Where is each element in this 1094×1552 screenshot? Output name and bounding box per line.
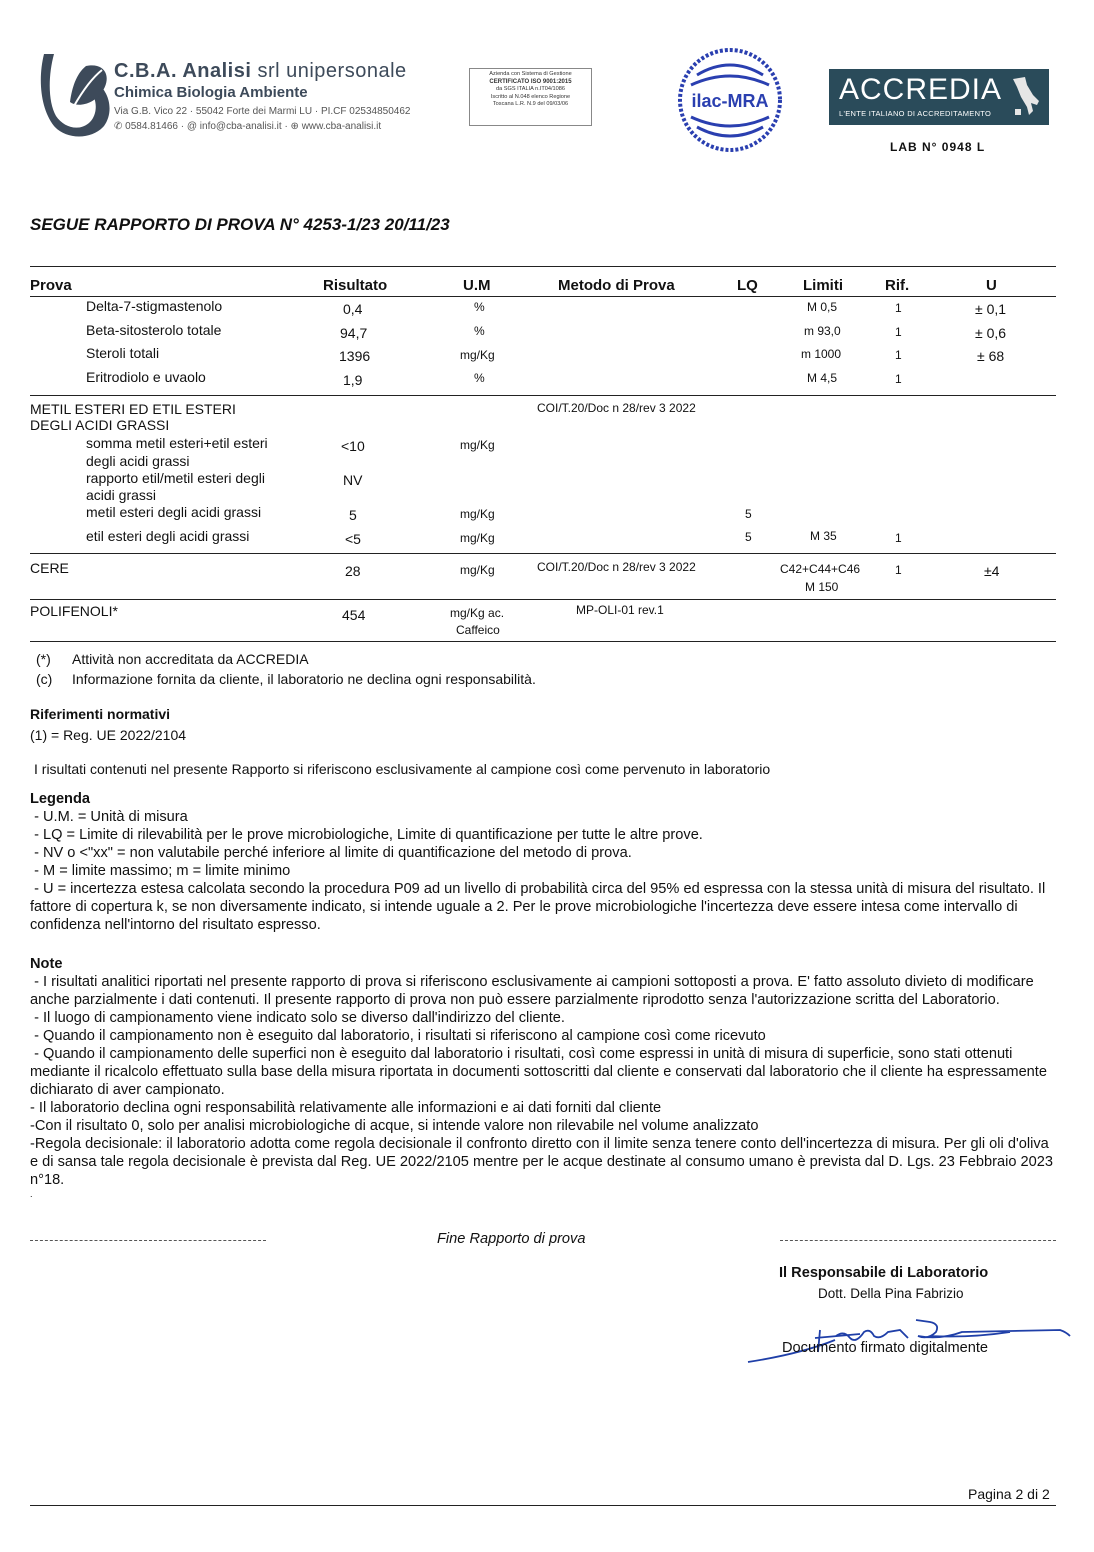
responsabile-name: Dott. Della Pina Fabrizio xyxy=(818,1286,964,1301)
table-divider xyxy=(30,599,1056,600)
col-header-prova: Prova xyxy=(30,277,72,294)
table-divider xyxy=(30,395,1056,396)
company-contact: ✆ 0584.81466 · @ info@cba-analisi.it · ⊕ www.cba-analisi.it xyxy=(114,121,382,132)
report-title: SEGUE RAPPORTO DI PROVA N° 4253-1/23 20/11/23 xyxy=(30,215,450,234)
group-title-metil-2: DEGLI ACIDI GRASSI xyxy=(30,417,170,433)
accredia-logo: ACCREDIA L'ENTE ITALIANO DI ACCREDITAMENTO xyxy=(829,69,1049,125)
riferimenti-title: Riferimenti normativi xyxy=(30,706,171,722)
lab-number: LAB N° 0948 L xyxy=(890,140,986,154)
col-header-rif: Rif. xyxy=(885,277,910,294)
company-name: C.B.A. Analisi srl unipersonale xyxy=(114,60,407,82)
table-bottom-line xyxy=(30,641,1056,642)
legenda-section: Legenda - U.M. = Unità di misura - LQ = Limite di rilevabilità per le prove microbiologiche, Limite di quantificazione per tutte le altre prove. - NV o <"xx" = non valutabile perché inferiore al limite di quantificazione del metodo di prova. - M = limite massimo; m = limite minimo - U = incertezza estesa calcolata secondo la procedura P09 ad un livello di probabilità circa del 95% ed espressa con la stessa unità di misura del risultato. Il fattore di copertura k, se non diversamente indicato, si intende uguale a 2. Per le prove microbiologiche l'incertezza deve essere intesa come intervallo di confidenza nell'intorno del risultato espresso. xyxy=(30,790,1056,934)
footnote: (*) Attività non accreditata da ACCREDIA xyxy=(36,651,309,667)
responsabile-title: Il Responsabile di Laboratorio xyxy=(779,1265,989,1281)
divider-dotted xyxy=(30,1240,266,1241)
note-section: Note - I risultati analitici riportati nel presente rapporto di prova si riferiscono esclusivamente ai campioni sottoposti a prova. E' fatto assoluto divieto di modificare anche parzialmente i dati contenuti. Il presente rapporto di prova non può essere parzialmente riprodotto senza l'autorizzazione scritta del Laboratorio. - Il luogo di campionamento viene indicato solo se diverso dall'indirizzo del cliente. - Quando il campionamento non è eseguito dal laboratorio, i risultati si riferiscono al campione così come ricevuto - Quando il campionamento delle superfici non è eseguito dal laboratorio i risultati, così come espressi in unità di misura di superficie, sono stati ottenuti mediante il ricalcolo effettuato sulla base della misura riportata in documenti sottoscritti dal cliente e conservati dal laboratorio che il cliente ha espressamente dichiarato di aver campionato. - Il laboratorio declina ogni responsabilità relativamente alle informazioni e ai dati forniti dal cliente -Con il risultato 0, solo per analisi microbiologiche di acque, si intende valore non rilevabile nel volume analizzato -Regola decisionale: il laboratorio adotta come regola decisionale il confronto diretto con il limite senza tenere conto dell'incertezza di misura. Per gli oli d'oliva e di sansa tale regola decisionale è prevista dal Reg. UE 2022/2105 mentre per le acque destinate al consumo umano è prevista dal D. Lgs. 23 Febbraio 2023 n°18. . xyxy=(30,956,1058,1199)
col-header-risultato: Risultato xyxy=(323,277,388,294)
fine-rapporto: Fine Rapporto di prova xyxy=(437,1231,586,1247)
firma-digitale-text: Documento firmato digitalmente xyxy=(782,1340,989,1356)
metodo-metil: COI/T.20/Doc n 28/rev 3 2022 xyxy=(537,401,696,415)
ilac-mra-logo xyxy=(677,45,783,155)
italy-map-icon xyxy=(1009,75,1043,119)
footnote: (c) Informazione fornita da cliente, il laboratorio ne declina ogni responsabilità. xyxy=(36,671,536,687)
company-subtitle: Chimica Biologia Ambiente xyxy=(114,84,308,101)
table-top-line xyxy=(30,266,1056,267)
table-divider xyxy=(30,553,1056,554)
risultati-note: I risultati contenuti nel presente Rapporto si riferiscono esclusivamente al campione così come pervenuto in laboratorio xyxy=(34,761,771,777)
company-address: Via G.B. Vico 22 · 55042 Forte dei Marmi LU · PI.CF 02534850462 xyxy=(114,106,411,117)
divider-dotted xyxy=(780,1240,1056,1241)
col-header-metodo: Metodo di Prova xyxy=(558,277,675,294)
legenda-title: Legenda xyxy=(30,791,91,807)
group-title-metil: METIL ESTERI ED ETIL ESTERI xyxy=(30,401,236,417)
cba-logo-icon xyxy=(36,48,116,143)
col-header-limiti: Limiti xyxy=(803,277,843,294)
col-header-u: U xyxy=(986,277,997,294)
footer-line xyxy=(30,1505,1056,1506)
col-header-um: U.M xyxy=(463,277,491,294)
iso-certificate-box: Azienda con Sistema di Gestione CERTIFICATO ISO 9001:2015 da SGS ITALIA n.IT04/1086 Iscritto al N.048 elenco Regione Toscana L.R. N.9 del 09/03/06 xyxy=(469,68,592,126)
riferimenti-text: (1) = Reg. UE 2022/2104 xyxy=(30,727,187,743)
table-header-line xyxy=(30,296,1056,297)
page-number: Pagina 2 di 2 xyxy=(968,1486,1050,1502)
note-title: Note xyxy=(30,956,63,972)
svg-text:ilac-MRA: ilac-MRA xyxy=(691,91,769,111)
col-header-lq: LQ xyxy=(737,277,758,294)
